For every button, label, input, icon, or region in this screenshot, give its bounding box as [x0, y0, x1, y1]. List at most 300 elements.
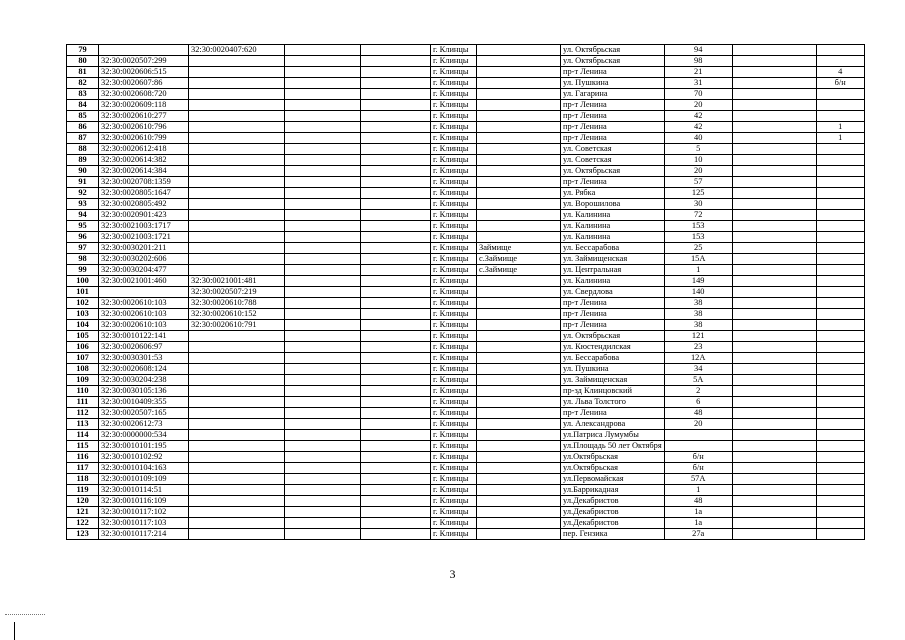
locality-cell: [477, 67, 561, 78]
related-cadastral-number: [189, 529, 285, 540]
empty-cell: [361, 188, 431, 199]
note-cell: [816, 265, 864, 276]
cadastral-number: 32:30:0020507:299: [99, 56, 189, 67]
locality-cell: с.Займище: [477, 254, 561, 265]
related-cadastral-number: [189, 518, 285, 529]
empty-cell: [732, 89, 816, 100]
locality-cell: [477, 397, 561, 408]
empty-cell: [285, 122, 361, 133]
empty-cell: [732, 45, 816, 56]
note-cell: [816, 232, 864, 243]
note-cell: 1: [816, 122, 864, 133]
table-row: [67, 408, 865, 419]
table-row: [67, 419, 865, 430]
cadastral-number: 32:30:0020608:124: [99, 364, 189, 375]
empty-cell: [285, 100, 361, 111]
related-cadastral-number: [189, 419, 285, 430]
note-cell: [816, 474, 864, 485]
note-cell: [816, 287, 864, 298]
empty-cell: [361, 254, 431, 265]
street-cell: ул. Гагарина: [561, 89, 665, 100]
empty-cell: [361, 397, 431, 408]
house-number-cell: 149: [664, 276, 732, 287]
house-number-cell: 40: [664, 133, 732, 144]
empty-cell: [361, 441, 431, 452]
note-cell: [816, 419, 864, 430]
empty-cell: [285, 287, 361, 298]
house-number-cell: 15А: [664, 254, 732, 265]
table-row: [67, 276, 865, 287]
street-cell: ул.Баррикадная: [561, 485, 665, 496]
city-cell: г. Клинцы: [431, 518, 477, 529]
related-cadastral-number: [189, 155, 285, 166]
house-number-cell: [664, 441, 732, 452]
cadastral-number: 32:30:0020708:1359: [99, 177, 189, 188]
note-cell: [816, 386, 864, 397]
note-cell: [816, 298, 864, 309]
empty-cell: [361, 199, 431, 210]
table-row: [67, 177, 865, 188]
empty-cell: [361, 309, 431, 320]
related-cadastral-number: [189, 188, 285, 199]
house-number-cell: 38: [664, 309, 732, 320]
related-cadastral-number: [189, 89, 285, 100]
empty-cell: [361, 320, 431, 331]
empty-cell: [361, 463, 431, 474]
empty-cell: [285, 144, 361, 155]
table-row: [67, 496, 865, 507]
house-number-cell: 140: [664, 287, 732, 298]
city-cell: г. Клинцы: [431, 265, 477, 276]
locality-cell: [477, 496, 561, 507]
empty-cell: [361, 507, 431, 518]
row-number: 108: [67, 364, 99, 375]
empty-cell: [361, 45, 431, 56]
row-number: 104: [67, 320, 99, 331]
table-row: [67, 133, 865, 144]
registry-table: [66, 44, 865, 540]
street-cell: пер. Гензика: [561, 529, 665, 540]
house-number-cell: б/н: [664, 452, 732, 463]
cadastral-number: 32:30:0030202:606: [99, 254, 189, 265]
street-cell: ул. Октябрьская: [561, 166, 665, 177]
locality-cell: [477, 375, 561, 386]
row-number: 113: [67, 419, 99, 430]
locality-cell: [477, 232, 561, 243]
empty-cell: [285, 496, 361, 507]
street-cell: ул. Свердлова: [561, 287, 665, 298]
empty-cell: [361, 111, 431, 122]
note-cell: [816, 56, 864, 67]
row-number: 81: [67, 67, 99, 78]
street-cell: ул. Калинина: [561, 276, 665, 287]
street-cell: ул. Пушкина: [561, 78, 665, 89]
locality-cell: [477, 122, 561, 133]
empty-cell: [732, 463, 816, 474]
house-number-cell: 42: [664, 122, 732, 133]
cadastral-number: 32:30:0020614:382: [99, 155, 189, 166]
row-number: 82: [67, 78, 99, 89]
row-number: 110: [67, 386, 99, 397]
city-cell: г. Клинцы: [431, 430, 477, 441]
city-cell: г. Клинцы: [431, 67, 477, 78]
row-number: 116: [67, 452, 99, 463]
cadastral-number: 32:30:0010117:214: [99, 529, 189, 540]
row-number: 102: [67, 298, 99, 309]
note-cell: [816, 166, 864, 177]
empty-cell: [361, 67, 431, 78]
note-cell: [816, 364, 864, 375]
cadastral-number: 32:30:0020610:103: [99, 309, 189, 320]
table-row: [67, 320, 865, 331]
cadastral-number: 32:30:0021003:1717: [99, 221, 189, 232]
city-cell: г. Клинцы: [431, 243, 477, 254]
locality-cell: [477, 45, 561, 56]
locality-cell: [477, 386, 561, 397]
street-cell: ул.Первомайская: [561, 474, 665, 485]
empty-cell: [732, 199, 816, 210]
street-cell: ул.Октябрьская: [561, 463, 665, 474]
empty-cell: [361, 518, 431, 529]
row-number: 86: [67, 122, 99, 133]
row-number: 119: [67, 485, 99, 496]
cadastral-number: [99, 287, 189, 298]
empty-cell: [285, 155, 361, 166]
table-row: [67, 232, 865, 243]
house-number-cell: 38: [664, 298, 732, 309]
empty-cell: [361, 89, 431, 100]
city-cell: г. Клинцы: [431, 342, 477, 353]
empty-cell: [361, 342, 431, 353]
related-cadastral-number: [189, 430, 285, 441]
empty-cell: [361, 430, 431, 441]
table-row: [67, 331, 865, 342]
city-cell: г. Клинцы: [431, 298, 477, 309]
empty-cell: [285, 452, 361, 463]
row-number: 91: [67, 177, 99, 188]
table-row: [67, 452, 865, 463]
note-cell: [816, 111, 864, 122]
cadastral-number: 32:30:0010114:51: [99, 485, 189, 496]
empty-cell: [285, 243, 361, 254]
related-cadastral-number: 32:30:0020407:620: [189, 45, 285, 56]
registry-rows: [67, 45, 865, 540]
house-number-cell: 6: [664, 397, 732, 408]
table-row: [67, 507, 865, 518]
note-cell: [816, 243, 864, 254]
row-number: 109: [67, 375, 99, 386]
empty-cell: [732, 485, 816, 496]
empty-cell: [361, 232, 431, 243]
empty-cell: [285, 529, 361, 540]
table-row: [67, 243, 865, 254]
city-cell: г. Клинцы: [431, 309, 477, 320]
house-number-cell: 72: [664, 210, 732, 221]
empty-cell: [285, 386, 361, 397]
house-number-cell: 5А: [664, 375, 732, 386]
empty-cell: [361, 265, 431, 276]
note-cell: [816, 452, 864, 463]
empty-cell: [361, 485, 431, 496]
house-number-cell: 23: [664, 342, 732, 353]
note-cell: [816, 199, 864, 210]
row-number: 107: [67, 353, 99, 364]
related-cadastral-number: [189, 210, 285, 221]
table-row: [67, 309, 865, 320]
empty-cell: [285, 45, 361, 56]
locality-cell: [477, 331, 561, 342]
related-cadastral-number: 32:30:0020610:152: [189, 309, 285, 320]
note-cell: [816, 342, 864, 353]
empty-cell: [285, 298, 361, 309]
cadastral-number: [99, 45, 189, 56]
cadastral-number: 32:30:0010117:102: [99, 507, 189, 518]
note-cell: [816, 529, 864, 540]
locality-cell: [477, 364, 561, 375]
street-cell: ул. Пушкина: [561, 364, 665, 375]
row-number: 100: [67, 276, 99, 287]
related-cadastral-number: [189, 441, 285, 452]
table-row: [67, 188, 865, 199]
empty-cell: [361, 364, 431, 375]
empty-cell: [732, 232, 816, 243]
empty-cell: [732, 452, 816, 463]
row-number: 87: [67, 133, 99, 144]
city-cell: г. Клинцы: [431, 210, 477, 221]
related-cadastral-number: 32:30:0020507:219: [189, 287, 285, 298]
locality-cell: [477, 210, 561, 221]
house-number-cell: 20: [664, 419, 732, 430]
empty-cell: [361, 298, 431, 309]
empty-cell: [361, 100, 431, 111]
locality-cell: [477, 463, 561, 474]
table-row: [67, 386, 865, 397]
locality-cell: [477, 100, 561, 111]
table-row: [67, 463, 865, 474]
cadastral-number: 32:30:0010104:163: [99, 463, 189, 474]
note-cell: [816, 89, 864, 100]
note-cell: [816, 353, 864, 364]
empty-cell: [285, 210, 361, 221]
city-cell: г. Клинцы: [431, 232, 477, 243]
locality-cell: с.Займище: [477, 265, 561, 276]
registry-sheet: [66, 44, 865, 540]
cadastral-number: 32:30:0030204:238: [99, 375, 189, 386]
city-cell: г. Клинцы: [431, 287, 477, 298]
row-number: 99: [67, 265, 99, 276]
house-number-cell: 121: [664, 331, 732, 342]
note-cell: [816, 441, 864, 452]
cadastral-number: 32:30:0020607:86: [99, 78, 189, 89]
related-cadastral-number: [189, 474, 285, 485]
table-row: [67, 67, 865, 78]
empty-cell: [732, 144, 816, 155]
note-cell: [816, 144, 864, 155]
related-cadastral-number: [189, 78, 285, 89]
city-cell: г. Клинцы: [431, 221, 477, 232]
related-cadastral-number: [189, 221, 285, 232]
empty-cell: [285, 441, 361, 452]
house-number-cell: 31: [664, 78, 732, 89]
cadastral-number: 32:30:0000000:534: [99, 430, 189, 441]
city-cell: г. Клинцы: [431, 364, 477, 375]
empty-cell: [285, 265, 361, 276]
related-cadastral-number: [189, 133, 285, 144]
note-cell: [816, 485, 864, 496]
house-number-cell: 48: [664, 408, 732, 419]
empty-cell: [285, 518, 361, 529]
empty-cell: [361, 529, 431, 540]
city-cell: г. Клинцы: [431, 331, 477, 342]
empty-cell: [732, 122, 816, 133]
empty-cell: [732, 221, 816, 232]
city-cell: г. Клинцы: [431, 122, 477, 133]
street-cell: пр-т Ленина: [561, 309, 665, 320]
locality-cell: [477, 320, 561, 331]
cadastral-number: 32:30:0020609:118: [99, 100, 189, 111]
city-cell: г. Клинцы: [431, 386, 477, 397]
street-cell: ул. Кюстендилская: [561, 342, 665, 353]
house-number-cell: 153: [664, 221, 732, 232]
related-cadastral-number: [189, 408, 285, 419]
city-cell: г. Клинцы: [431, 353, 477, 364]
empty-cell: [732, 56, 816, 67]
empty-cell: [732, 210, 816, 221]
empty-cell: [285, 111, 361, 122]
row-number: 85: [67, 111, 99, 122]
city-cell: г. Клинцы: [431, 474, 477, 485]
empty-cell: [732, 166, 816, 177]
related-cadastral-number: [189, 177, 285, 188]
row-number: 112: [67, 408, 99, 419]
street-cell: ул.Декабристов: [561, 518, 665, 529]
empty-cell: [732, 298, 816, 309]
empty-cell: [732, 276, 816, 287]
locality-cell: [477, 89, 561, 100]
cadastral-number: 32:30:0030105:136: [99, 386, 189, 397]
related-cadastral-number: [189, 463, 285, 474]
cadastral-number: 32:30:0010409:355: [99, 397, 189, 408]
street-cell: ул. Льва Толстого: [561, 397, 665, 408]
house-number-cell: 1: [664, 265, 732, 276]
cadastral-number: 32:30:0030301:53: [99, 353, 189, 364]
related-cadastral-number: [189, 485, 285, 496]
empty-cell: [732, 78, 816, 89]
city-cell: г. Клинцы: [431, 419, 477, 430]
empty-cell: [732, 430, 816, 441]
house-number-cell: 1а: [664, 507, 732, 518]
note-cell: [816, 331, 864, 342]
note-cell: [816, 276, 864, 287]
row-number: 114: [67, 430, 99, 441]
house-number-cell: 10: [664, 155, 732, 166]
house-number-cell: 5: [664, 144, 732, 155]
empty-cell: [732, 507, 816, 518]
street-cell: ул. Октябрьская: [561, 56, 665, 67]
empty-cell: [361, 243, 431, 254]
note-cell: [816, 430, 864, 441]
street-cell: ул. Ворошилова: [561, 199, 665, 210]
empty-cell: [285, 177, 361, 188]
locality-cell: [477, 441, 561, 452]
empty-cell: [285, 342, 361, 353]
locality-cell: [477, 474, 561, 485]
cadastral-number: 32:30:0020805:492: [99, 199, 189, 210]
city-cell: г. Клинцы: [431, 111, 477, 122]
note-cell: [816, 507, 864, 518]
related-cadastral-number: [189, 364, 285, 375]
empty-cell: [285, 89, 361, 100]
city-cell: г. Клинцы: [431, 507, 477, 518]
locality-cell: [477, 155, 561, 166]
row-number: 96: [67, 232, 99, 243]
empty-cell: [732, 287, 816, 298]
related-cadastral-number: [189, 375, 285, 386]
house-number-cell: 57: [664, 177, 732, 188]
locality-cell: [477, 452, 561, 463]
table-row: [67, 100, 865, 111]
table-row: [67, 397, 865, 408]
empty-cell: [361, 56, 431, 67]
empty-cell: [732, 309, 816, 320]
cadastral-number: 32:30:0020608:720: [99, 89, 189, 100]
table-row: [67, 166, 865, 177]
city-cell: г. Клинцы: [431, 496, 477, 507]
street-cell: ул. Советская: [561, 155, 665, 166]
house-number-cell: 48: [664, 496, 732, 507]
empty-cell: [285, 331, 361, 342]
locality-cell: [477, 485, 561, 496]
scan-edge-mark: [14, 622, 15, 640]
row-number: 122: [67, 518, 99, 529]
street-cell: ул.Площадь 50 лет Октября: [561, 441, 665, 452]
empty-cell: [285, 67, 361, 78]
empty-cell: [285, 188, 361, 199]
empty-cell: [732, 111, 816, 122]
city-cell: г. Клинцы: [431, 56, 477, 67]
table-row: [67, 45, 865, 56]
note-cell: [816, 463, 864, 474]
house-number-cell: 125: [664, 188, 732, 199]
table-row: [67, 199, 865, 210]
street-cell: пр-т Ленина: [561, 298, 665, 309]
street-cell: ул. Калинина: [561, 232, 665, 243]
row-number: 101: [67, 287, 99, 298]
locality-cell: [477, 430, 561, 441]
house-number-cell: 20: [664, 100, 732, 111]
street-cell: ул.Патриса Лумумбы: [561, 430, 665, 441]
empty-cell: [361, 78, 431, 89]
city-cell: г. Клинцы: [431, 144, 477, 155]
empty-cell: [732, 100, 816, 111]
empty-cell: [732, 441, 816, 452]
cadastral-number: 32:30:0020610:103: [99, 298, 189, 309]
cadastral-number: 32:30:0010117:103: [99, 518, 189, 529]
note-cell: б/н: [816, 78, 864, 89]
city-cell: г. Клинцы: [431, 320, 477, 331]
empty-cell: [361, 353, 431, 364]
empty-cell: [285, 507, 361, 518]
related-cadastral-number: [189, 111, 285, 122]
empty-cell: [285, 474, 361, 485]
empty-cell: [732, 529, 816, 540]
note-cell: [816, 45, 864, 56]
empty-cell: [361, 496, 431, 507]
row-number: 115: [67, 441, 99, 452]
related-cadastral-number: 32:30:0021001:481: [189, 276, 285, 287]
street-cell: пр-т Ленина: [561, 177, 665, 188]
related-cadastral-number: [189, 386, 285, 397]
